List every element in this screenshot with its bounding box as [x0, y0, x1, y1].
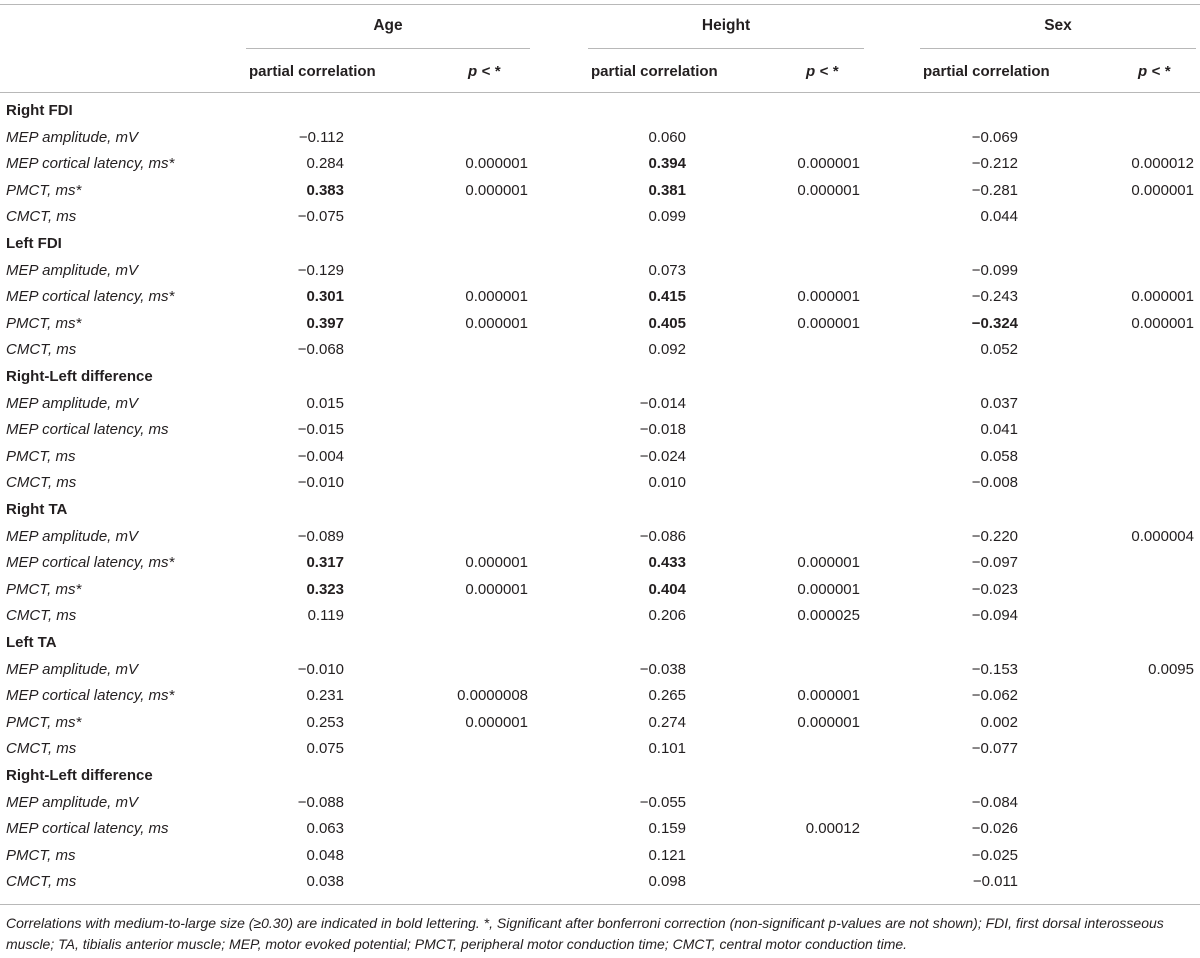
partial-correlation-cell: 0.015	[306, 394, 344, 412]
partial-correlation-cell: −0.075	[297, 208, 344, 226]
p-value-cell: 0.000001	[1131, 181, 1194, 199]
section-header-row	[0, 630, 1200, 656]
height-partial-correlation-header: partial correlation	[591, 63, 718, 80]
partial-correlation-cell: −0.089	[297, 527, 344, 545]
partial-correlation-cell: −0.015	[297, 421, 344, 439]
partial-correlation-cell: 0.121	[648, 846, 686, 864]
row-label: MEP amplitude, mV	[6, 793, 138, 811]
partial-correlation-cell: 0.323	[306, 580, 344, 598]
table-row	[0, 843, 1200, 869]
table-row	[0, 258, 1200, 284]
table-row	[0, 444, 1200, 470]
p-value-cell: 0.000001	[797, 288, 860, 306]
partial-correlation-cell: 0.099	[648, 208, 686, 226]
partial-correlation-cell: −0.243	[971, 288, 1018, 306]
partial-correlation-cell: 0.265	[648, 687, 686, 705]
partial-correlation-cell: −0.038	[639, 660, 686, 678]
table-row	[0, 577, 1200, 603]
partial-correlation-cell: −0.129	[297, 261, 344, 279]
p-value-cell: 0.0095	[1148, 660, 1194, 678]
partial-correlation-cell: −0.112	[298, 128, 344, 146]
partial-correlation-cell: −0.212	[971, 155, 1018, 173]
row-label: MEP amplitude, mV	[6, 261, 138, 279]
partial-correlation-cell: 0.284	[306, 155, 344, 173]
partial-correlation-cell: 0.301	[306, 288, 344, 306]
p-value-cell: 0.000001	[465, 580, 528, 598]
p-value-cell: 0.000001	[465, 181, 528, 199]
partial-correlation-cell: 0.433	[648, 554, 686, 572]
partial-correlation-cell: 0.415	[648, 288, 686, 306]
section-label: Right FDI	[6, 102, 73, 119]
partial-correlation-cell: −0.010	[297, 474, 344, 492]
partial-correlation-cell: 0.073	[648, 261, 686, 279]
header-sex: Sex	[1044, 17, 1072, 34]
partial-correlation-cell: 0.098	[648, 873, 686, 891]
partial-correlation-cell: 0.002	[980, 713, 1018, 731]
partial-correlation-cell: −0.010	[297, 660, 344, 678]
table-row	[0, 710, 1200, 736]
partial-correlation-cell: −0.062	[971, 687, 1018, 705]
partial-correlation-cell: 0.381	[648, 181, 686, 199]
partial-correlation-cell: −0.097	[971, 554, 1018, 572]
partial-correlation-cell: 0.404	[648, 580, 686, 598]
row-label: CMCT, ms	[6, 740, 77, 758]
row-label: CMCT, ms	[6, 474, 77, 492]
row-label: PMCT, ms*	[6, 314, 82, 332]
partial-correlation-cell: −0.026	[971, 820, 1018, 838]
table-row	[0, 683, 1200, 709]
table-row	[0, 391, 1200, 417]
p-value-cell: 0.0000008	[457, 687, 528, 705]
section-header-row	[0, 763, 1200, 789]
partial-correlation-cell: −0.088	[297, 793, 344, 811]
partial-correlation-cell: −0.068	[297, 341, 344, 359]
partial-correlation-cell: −0.099	[971, 261, 1018, 279]
partial-correlation-cell: −0.153	[971, 660, 1018, 678]
table-footnote: Correlations with medium-to-large size (≥0.30) are indicated in bold lettering. *, Significant after bonferroni correction (non-significant p-values are not shown); FDI, first dorsal interosseous muscle; TA, tibialis anterior muscle; MEP, motor evoked potential; PMCT, peripheral motor conduction time; CMCT, central motor conduction time.	[6, 915, 1164, 952]
p-value-cell: 0.000025	[797, 607, 860, 625]
row-label: CMCT, ms	[6, 208, 77, 226]
p-value-cell: 0.000001	[465, 713, 528, 731]
row-label: MEP amplitude, mV	[6, 660, 138, 678]
p-value-cell: 0.000001	[465, 288, 528, 306]
partial-correlation-cell: −0.055	[639, 793, 686, 811]
row-label: MEP cortical latency, ms*	[6, 155, 175, 173]
partial-correlation-cell: 0.048	[306, 846, 344, 864]
age-rule	[246, 48, 530, 49]
table-row	[0, 470, 1200, 496]
partial-correlation-cell: −0.025	[971, 846, 1018, 864]
table-row	[0, 178, 1200, 204]
table-row	[0, 657, 1200, 683]
sex-partial-correlation-header: partial correlation	[923, 63, 1050, 80]
table-row	[0, 790, 1200, 816]
table-row	[0, 550, 1200, 576]
section-label: Right-Left difference	[6, 368, 153, 385]
p-value-cell: 0.000001	[1131, 314, 1194, 332]
partial-correlation-cell: 0.159	[648, 820, 686, 838]
table-row	[0, 284, 1200, 310]
section-label: Left TA	[6, 634, 57, 651]
p-value-cell: 0.000001	[797, 181, 860, 199]
partial-correlation-cell: 0.052	[980, 341, 1018, 359]
partial-correlation-cell: −0.023	[971, 580, 1018, 598]
row-label: MEP amplitude, mV	[6, 394, 138, 412]
partial-correlation-cell: 0.119	[307, 607, 344, 625]
header-bottom-rule	[0, 92, 1200, 93]
bottom-rule	[0, 904, 1200, 905]
row-label: PMCT, ms	[6, 846, 76, 864]
partial-correlation-cell: 0.037	[980, 394, 1018, 412]
row-label: CMCT, ms	[6, 607, 77, 625]
row-label: CMCT, ms	[6, 341, 77, 359]
partial-correlation-cell: −0.324	[971, 314, 1018, 332]
row-label: MEP cortical latency, ms*	[6, 288, 175, 306]
row-label: CMCT, ms	[6, 873, 77, 891]
row-label: PMCT, ms	[6, 447, 76, 465]
row-label: MEP cortical latency, ms*	[6, 554, 175, 572]
partial-correlation-cell: 0.394	[648, 155, 686, 173]
p-value-cell: 0.000001	[797, 155, 860, 173]
partial-correlation-cell: −0.018	[639, 421, 686, 439]
partial-correlation-cell: 0.075	[306, 740, 344, 758]
partial-correlation-cell: 0.041	[980, 421, 1018, 439]
partial-correlation-cell: −0.004	[297, 447, 344, 465]
row-label: MEP amplitude, mV	[6, 128, 138, 146]
p-value-cell: 0.000001	[797, 580, 860, 598]
p-value-cell: 0.000001	[797, 554, 860, 572]
partial-correlation-cell: 0.060	[648, 128, 686, 146]
age-partial-correlation-header: partial correlation	[249, 63, 376, 80]
partial-correlation-cell: 0.044	[980, 208, 1018, 226]
partial-correlation-cell: −0.014	[639, 394, 686, 412]
partial-correlation-cell: −0.011	[972, 873, 1018, 891]
p-value-cell: 0.000001	[797, 314, 860, 332]
partial-correlation-cell: −0.281	[971, 181, 1018, 199]
row-label: MEP cortical latency, ms*	[6, 687, 175, 705]
row-label: MEP cortical latency, ms	[6, 820, 169, 838]
partial-correlation-cell: 0.274	[648, 713, 686, 731]
partial-correlation-cell: 0.038	[306, 873, 344, 891]
partial-correlation-cell: 0.405	[648, 314, 686, 332]
partial-correlation-cell: −0.094	[971, 607, 1018, 625]
partial-correlation-cell: 0.206	[648, 607, 686, 625]
row-label: PMCT, ms*	[6, 580, 82, 598]
row-label: PMCT, ms*	[6, 713, 82, 731]
p-value-cell: 0.000001	[465, 314, 528, 332]
table-row	[0, 311, 1200, 337]
header-age: Age	[373, 17, 403, 34]
section-header-row	[0, 231, 1200, 257]
height-rule	[588, 48, 864, 49]
p-value-cell: 0.000001	[1131, 288, 1194, 306]
partial-correlation-cell: −0.086	[639, 527, 686, 545]
row-label: MEP amplitude, mV	[6, 527, 138, 545]
partial-correlation-cell: 0.063	[306, 820, 344, 838]
partial-correlation-cell: 0.231	[306, 687, 344, 705]
table-row	[0, 204, 1200, 230]
section-header-row	[0, 497, 1200, 523]
partial-correlation-cell: 0.317	[306, 554, 344, 572]
table-row	[0, 524, 1200, 550]
partial-correlation-cell: 0.253	[306, 713, 344, 731]
partial-correlation-cell: −0.084	[971, 793, 1018, 811]
p-value-cell: 0.000004	[1131, 527, 1194, 545]
table-row	[0, 869, 1200, 895]
partial-correlation-cell: −0.069	[971, 128, 1018, 146]
p-value-cell: 0.000001	[465, 554, 528, 572]
height-p-header: p < *	[806, 63, 839, 80]
partial-correlation-cell: −0.077	[971, 740, 1018, 758]
table-row	[0, 417, 1200, 443]
partial-correlation-cell: 0.010	[648, 474, 686, 492]
header-height: Height	[701, 17, 751, 34]
partial-correlation-cell: 0.058	[980, 447, 1018, 465]
p-value-cell: 0.000012	[1131, 155, 1194, 173]
top-rule	[0, 4, 1200, 5]
partial-correlation-cell: 0.397	[306, 314, 344, 332]
partial-correlation-cell: 0.092	[648, 341, 686, 359]
table-row	[0, 816, 1200, 842]
age-p-header: p < *	[468, 63, 501, 80]
partial-correlation-cell: −0.008	[971, 474, 1018, 492]
sex-rule	[920, 48, 1196, 49]
p-value-cell: 0.000001	[797, 713, 860, 731]
p-value-cell: 0.000001	[465, 155, 528, 173]
row-label: PMCT, ms*	[6, 181, 82, 199]
partial-correlation-cell: 0.101	[648, 740, 686, 758]
table-row	[0, 151, 1200, 177]
p-value-cell: 0.000001	[797, 687, 860, 705]
table-row	[0, 603, 1200, 629]
partial-correlation-cell: −0.220	[971, 527, 1018, 545]
sex-p-header: p < *	[1138, 63, 1171, 80]
section-label: Right TA	[6, 501, 68, 518]
table-row	[0, 125, 1200, 151]
table-row	[0, 736, 1200, 762]
section-label: Right-Left difference	[6, 767, 153, 784]
partial-correlation-cell: 0.383	[306, 181, 344, 199]
row-label: MEP cortical latency, ms	[6, 421, 169, 439]
p-value-cell: 0.00012	[805, 820, 860, 838]
section-label: Left FDI	[6, 235, 62, 252]
partial-correlation-cell: −0.024	[639, 447, 686, 465]
section-header-row	[0, 364, 1200, 390]
section-header-row	[0, 98, 1200, 124]
table-row	[0, 337, 1200, 363]
